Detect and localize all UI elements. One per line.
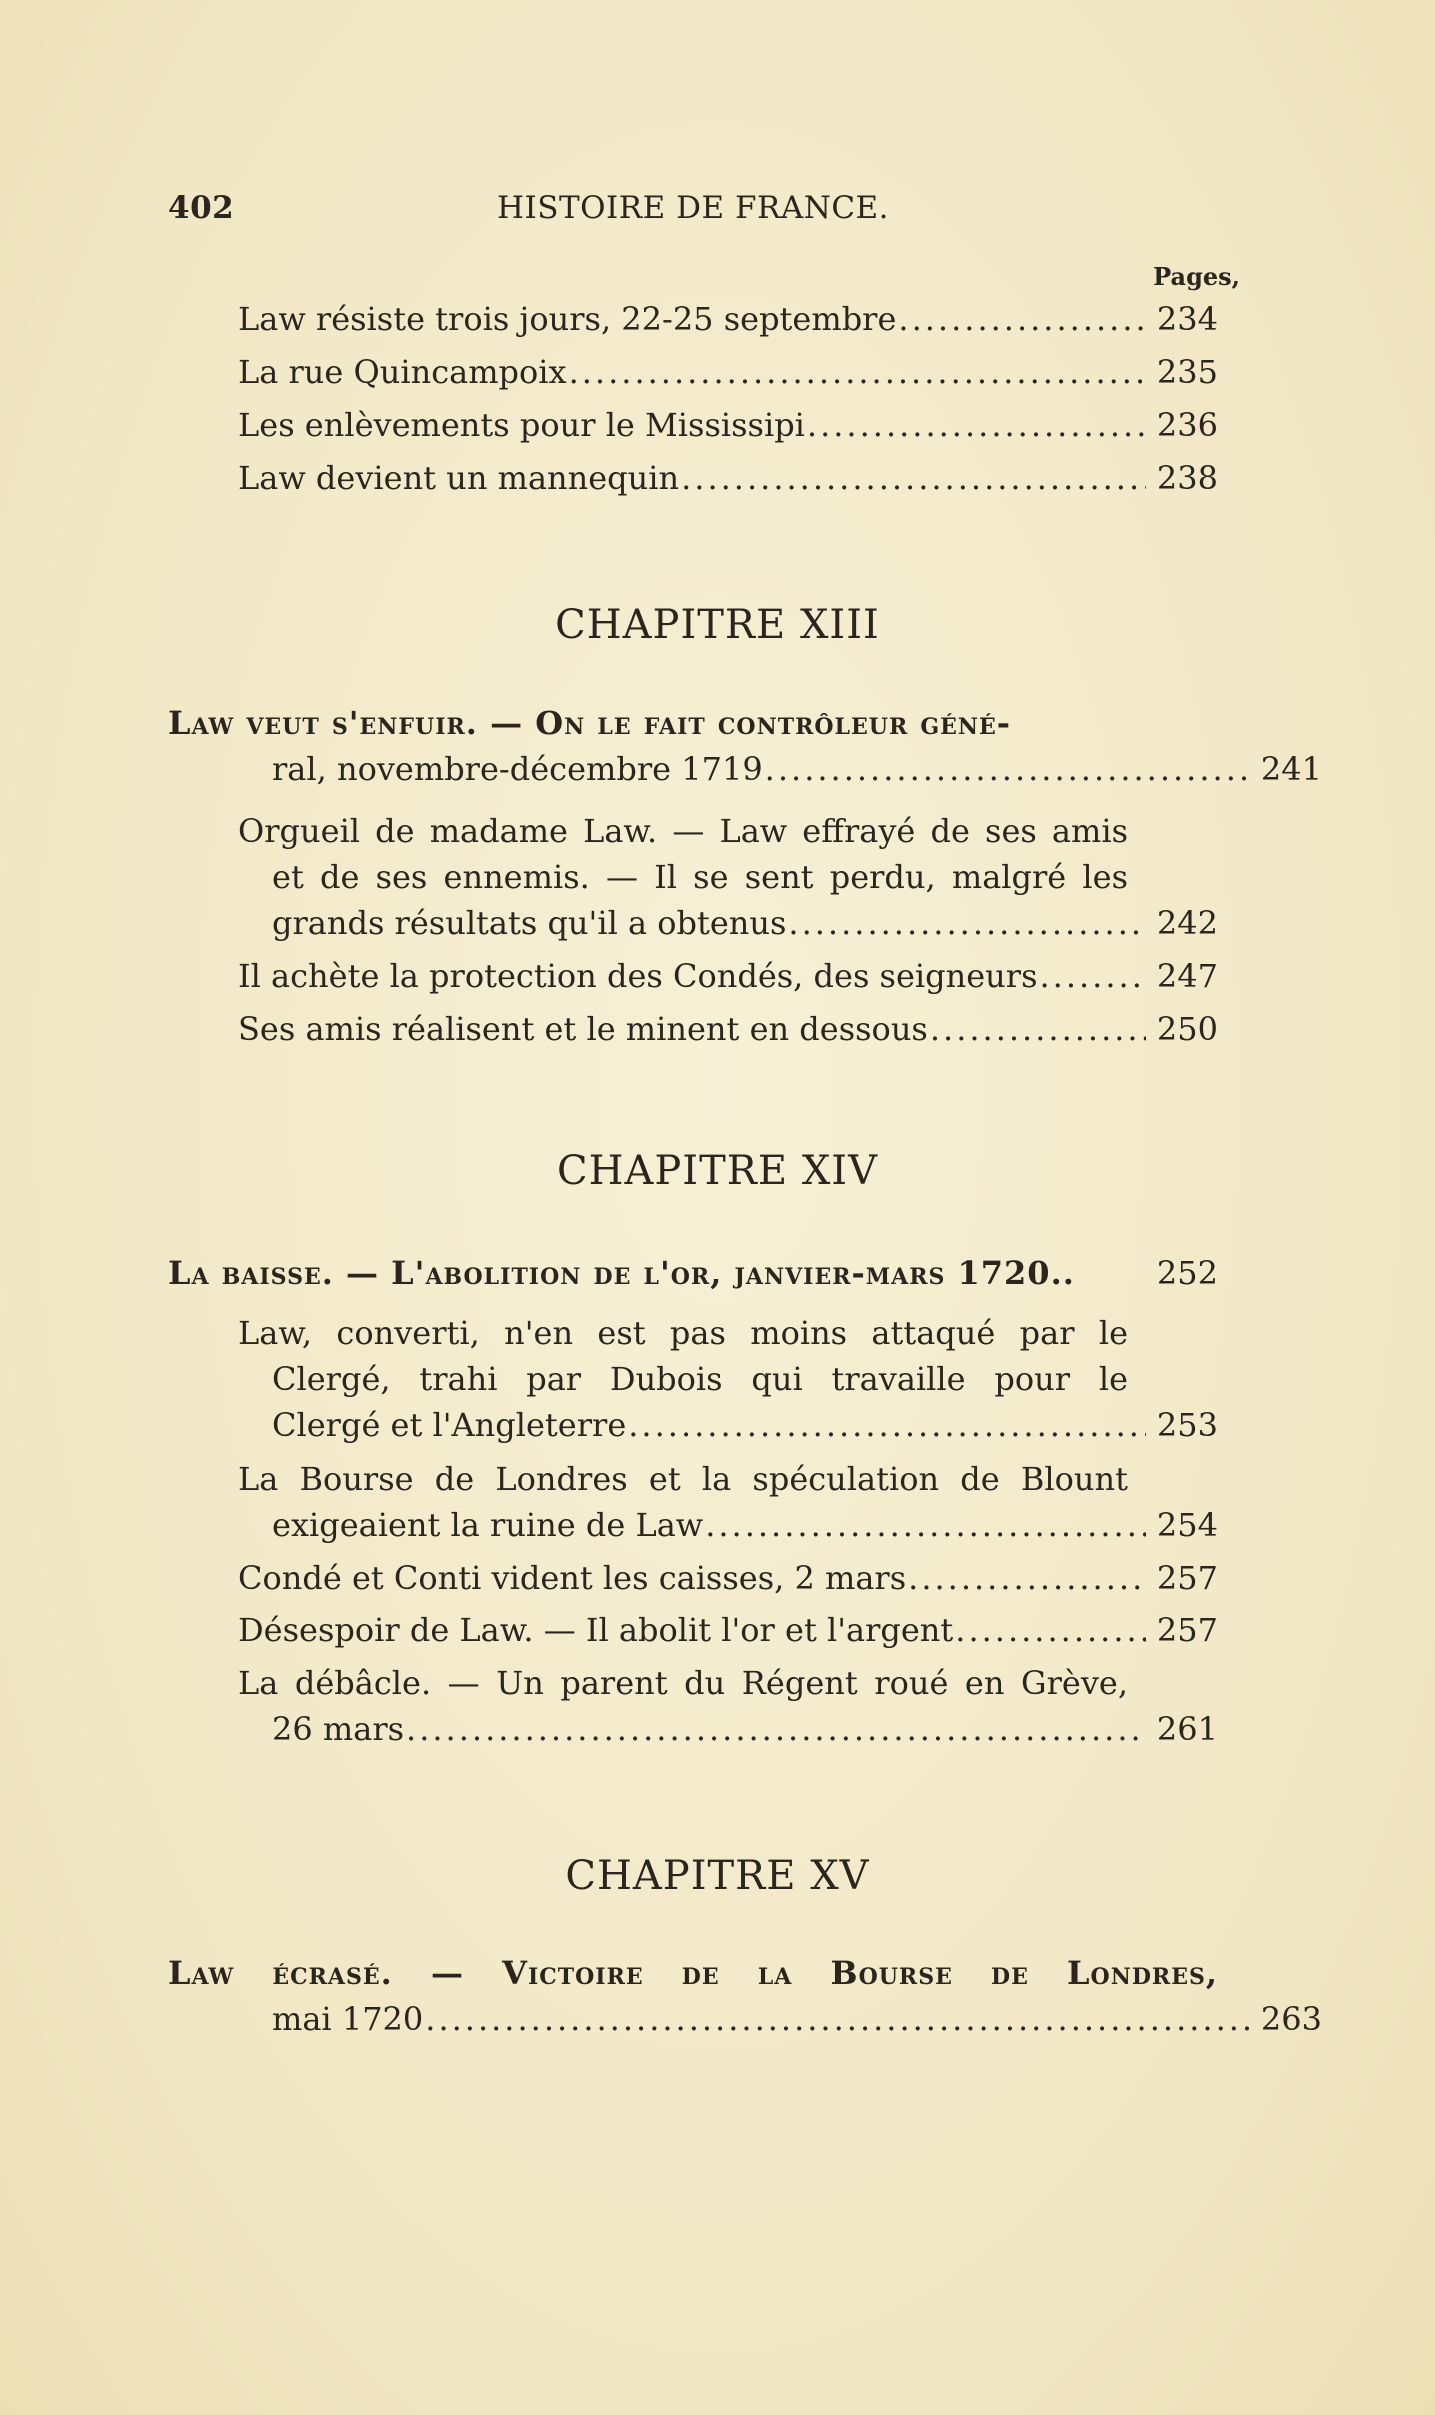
page-ref: 247 [1156, 957, 1218, 995]
chapter-summary: La baisse. — L'abolition de l'or, janvier-mars 1720.. 252 [168, 1250, 1218, 1296]
toc-entry: La débâcle. — Un parent du Régent roué en Grève, 26 mars ..... 261 [238, 1660, 1218, 1752]
toc-entry: Law devient un mannequin ..... 238 [238, 455, 1218, 501]
page-ref: 254 [1156, 1506, 1218, 1544]
toc-entry: Law, converti, n'en est pas moins attaqué par le Clergé, trahi par Dubois qui travaille pour le Clergé et l'Angleterre ..... 253 [238, 1310, 1218, 1448]
page-ref: 236 [1156, 406, 1218, 444]
toc-entry: La Bourse de Londres et la spéculation de Blount exigeaient la ruine de Law ..... 254 [238, 1456, 1218, 1548]
page-ref: 238 [1156, 459, 1218, 497]
page-ref: 257 [1156, 1559, 1218, 1597]
running-title: HISTOIRE DE FRANCE. [496, 190, 890, 226]
toc-entry: Law résiste trois jours, 22-25 septembre ..... 234 [238, 296, 1218, 342]
page-header [168, 190, 1218, 230]
toc-entry: Condé et Conti vident les caisses, 2 mars ..... 257 [238, 1555, 1218, 1601]
toc-entry: La rue Quincampoix ..... 235 [238, 349, 1218, 395]
toc-entry: Orgueil de madame Law. — Law effrayé de ses amis et de ses ennemis. — Il se sent perdu, malgré les grands résultats qu'il a obtenus ..... 242 [238, 808, 1218, 946]
page-ref: 252 [1156, 1254, 1218, 1292]
page-ref: 242 [1156, 904, 1218, 942]
toc-entry: Désespoir de Law. — Il abolit l'or et l'argent ..... 257 [238, 1607, 1218, 1653]
page-ref: 234 [1156, 300, 1218, 338]
chapter-summary: Law écrasé. — Victoire de la Bourse de Londres, mai 1720 ..... 263 [168, 1950, 1218, 2042]
page-ref: 235 [1156, 353, 1218, 391]
chapter-heading-xiv: CHAPITRE XIV [557, 1148, 878, 1194]
page-number: 402 [168, 190, 235, 226]
chapter-heading-xv: CHAPITRE XV [565, 1853, 870, 1899]
pages-column-label: Pages, [1153, 262, 1240, 291]
page-ref: 253 [1156, 1406, 1218, 1444]
page-ref: 250 [1156, 1010, 1218, 1048]
page-ref: 241 [1260, 750, 1322, 788]
chapter-heading-xiii: CHAPITRE XIII [555, 602, 880, 648]
page-ref: 263 [1260, 2000, 1322, 2038]
toc-entry: Il achète la protection des Condés, des seigneurs ..... 247 [238, 953, 1218, 999]
page-ref: 261 [1156, 1710, 1218, 1748]
chapter-summary: Law veut s'enfuir. — On le fait contrôleur géné- ral, novembre-décembre 1719 ..... 241 [168, 700, 1218, 792]
toc-entry: Les enlèvements pour le Mississipi ..... 236 [238, 402, 1218, 448]
page-ref: 257 [1156, 1611, 1218, 1649]
toc-entry: Ses amis réalisent et le minent en dessous ..... 250 [238, 1006, 1218, 1052]
